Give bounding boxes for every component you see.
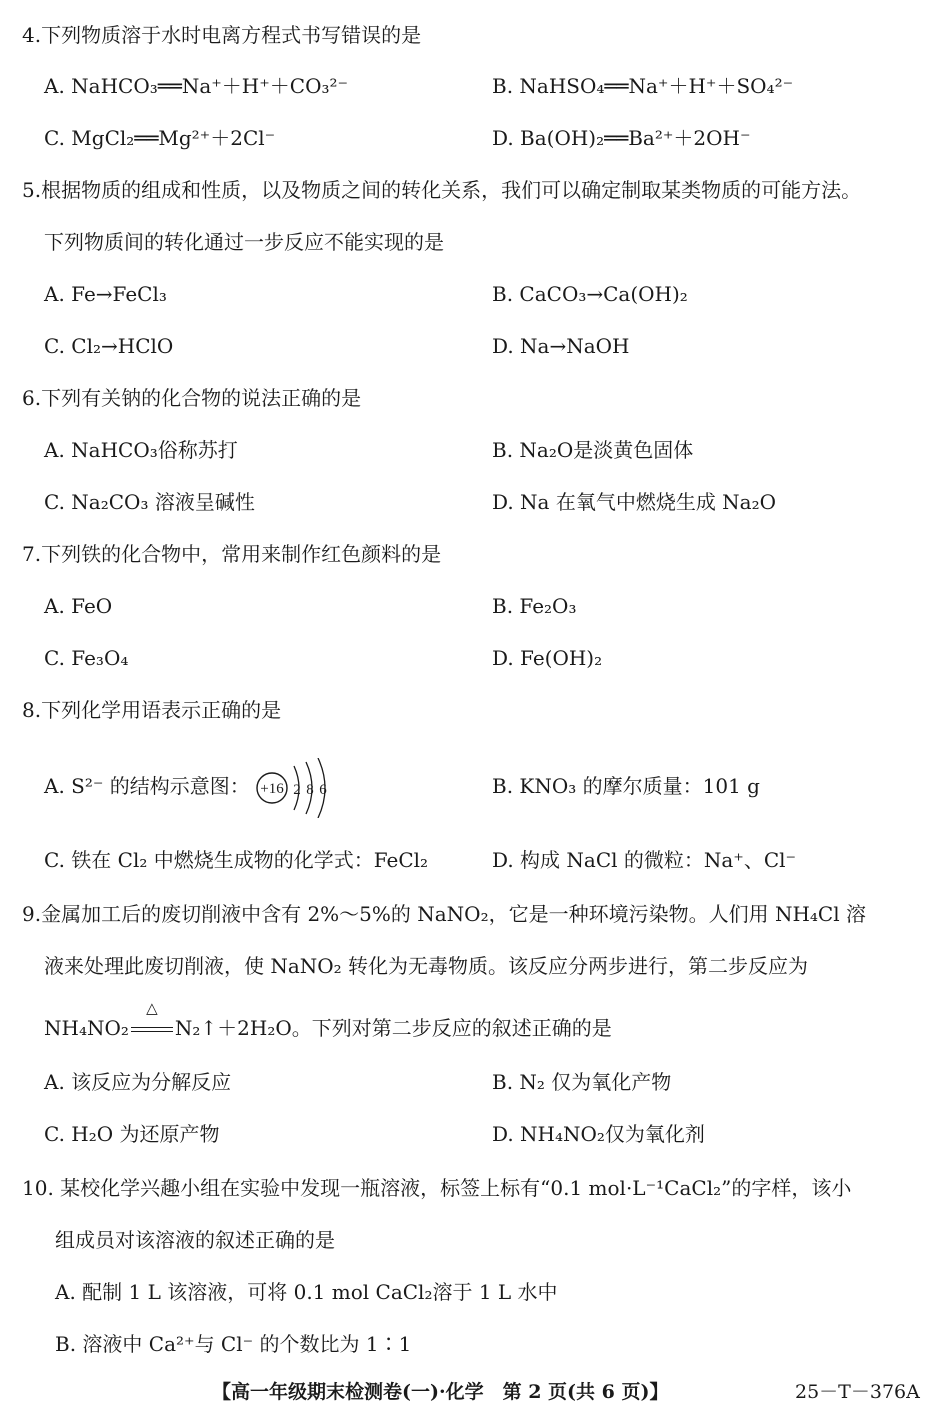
shell-electrons-3: 6 [319,781,327,798]
question-10-stem-line-1: 10. 某校化学兴趣小组在实验中发现一瓶溶液，标签上标有“0.1 mol·L⁻¹CaCl₂”的字样，该小 [22,1176,852,1200]
question-8-option-b: B. KNO₃ 的摩尔质量：101 g [492,774,760,798]
question-10-option-a: A. 配制 1 L 该溶液，可将 0.1 mol CaCl₂溶于 1 L 水中 [55,1280,558,1304]
question-7-option-a: A. FeO [44,594,113,618]
question-9-equation-arrow [129,999,175,1042]
question-9-equation-products: N₂↑＋2H₂O。下列对第二步反应的叙述正确的是 [174,1016,612,1040]
question-9-stem-line-2: 液来处理此废切削液，使 NaNO₂ 转化为无毒物质。该反应分两步进行，第二步反应为 [44,954,809,978]
question-6-stem: 6.下列有关钠的化合物的说法正确的是 [22,386,362,410]
question-4-option-a: A. NaHCO₃══Na⁺＋H⁺＋CO₃²⁻ [44,74,349,98]
question-9-option-a: A. 该反应为分解反应 [44,1070,232,1094]
question-9-equation-reactant: NH₄NO₂ [44,1016,129,1040]
question-4-stem: 4.下列物质溶于水时电离方程式书写错误的是 [22,23,422,47]
footer-code: 25－T－376A [795,1381,920,1403]
question-7-stem: 7.下列铁的化合物中，常用来制作红色颜料的是 [22,542,442,566]
question-6-option-b: B. Na₂O是淡黄色固体 [492,438,694,462]
question-4-option-b: B. NaHSO₄══Na⁺＋H⁺＋SO₄²⁻ [492,74,794,98]
shell-electrons-1: 2 [293,781,301,798]
question-7-option-d: D. Fe(OH)₂ [492,646,603,670]
sulfide-ion-structure-diagram [252,758,332,818]
question-7-option-b: B. Fe₂O₃ [492,594,577,618]
question-10-stem-line-2: 组成员对该溶液的叙述正确的是 [55,1228,335,1252]
question-8-option-d: D. 构成 NaCl 的微粒：Na⁺、Cl⁻ [492,848,797,872]
question-4-option-d: D. Ba(OH)₂══Ba²⁺＋2OH⁻ [492,126,751,150]
question-5-option-b: B. CaCO₃→Ca(OH)₂ [492,282,688,306]
question-8-option-a-label: A. S²⁻ 的结构示意图： [44,774,250,798]
question-5-option-a: A. Fe→FeCl₃ [44,282,167,306]
question-4-option-c: C. MgCl₂══Mg²⁺＋2Cl⁻ [44,126,276,150]
question-6-option-c: C. Na₂CO₃ 溶液呈碱性 [44,490,255,514]
question-9-option-b: B. N₂ 仅为氧化产物 [492,1070,672,1094]
equation-double-line [131,1027,173,1032]
page-footer [0,1376,950,1408]
question-8-option-c: C. 铁在 Cl₂ 中燃烧生成物的化学式：FeCl₂ [44,848,429,872]
question-5-stem-line-2: 下列物质间的转化通过一步反应不能实现的是 [44,230,444,254]
nucleus-charge: +16 [260,780,284,797]
question-5-option-c: C. Cl₂→HClO [44,334,174,358]
question-8-stem: 8.下列化学用语表示正确的是 [22,698,282,722]
shell-electrons-2: 8 [306,781,314,798]
footer-title: 【高一年级期末检测卷(一)·化学 第 2 页(共 6 页)】 [212,1381,669,1403]
question-5-option-d: D. Na→NaOH [492,334,630,358]
question-9-option-d: D. NH₄NO₂仅为氧化剂 [492,1122,705,1146]
question-6-option-d: D. Na 在氧气中燃烧生成 Na₂O [492,490,777,514]
question-9-option-c: C. H₂O 为还原产物 [44,1122,220,1146]
question-5-stem-line-1: 5.根据物质的组成和性质，以及物质之间的转化关系，我们可以确定制取某类物质的可能方法。 [22,178,862,202]
question-8-option-a [44,756,332,816]
question-6-option-a: A. NaHCO₃俗称苏打 [44,438,238,462]
question-9-stem-line-3 [44,999,612,1042]
question-7-option-c: C. Fe₃O₄ [44,646,129,670]
heat-condition-symbol: △ [146,999,158,1017]
question-9-stem-line-1: 9.金属加工后的废切削液中含有 2%～5%的 NaNO₂，它是一种环境污染物。人们用 NH₄Cl 溶 [22,902,866,926]
question-10-option-b: B. 溶液中 Ca²⁺与 Cl⁻ 的个数比为 1∶1 [55,1332,412,1356]
